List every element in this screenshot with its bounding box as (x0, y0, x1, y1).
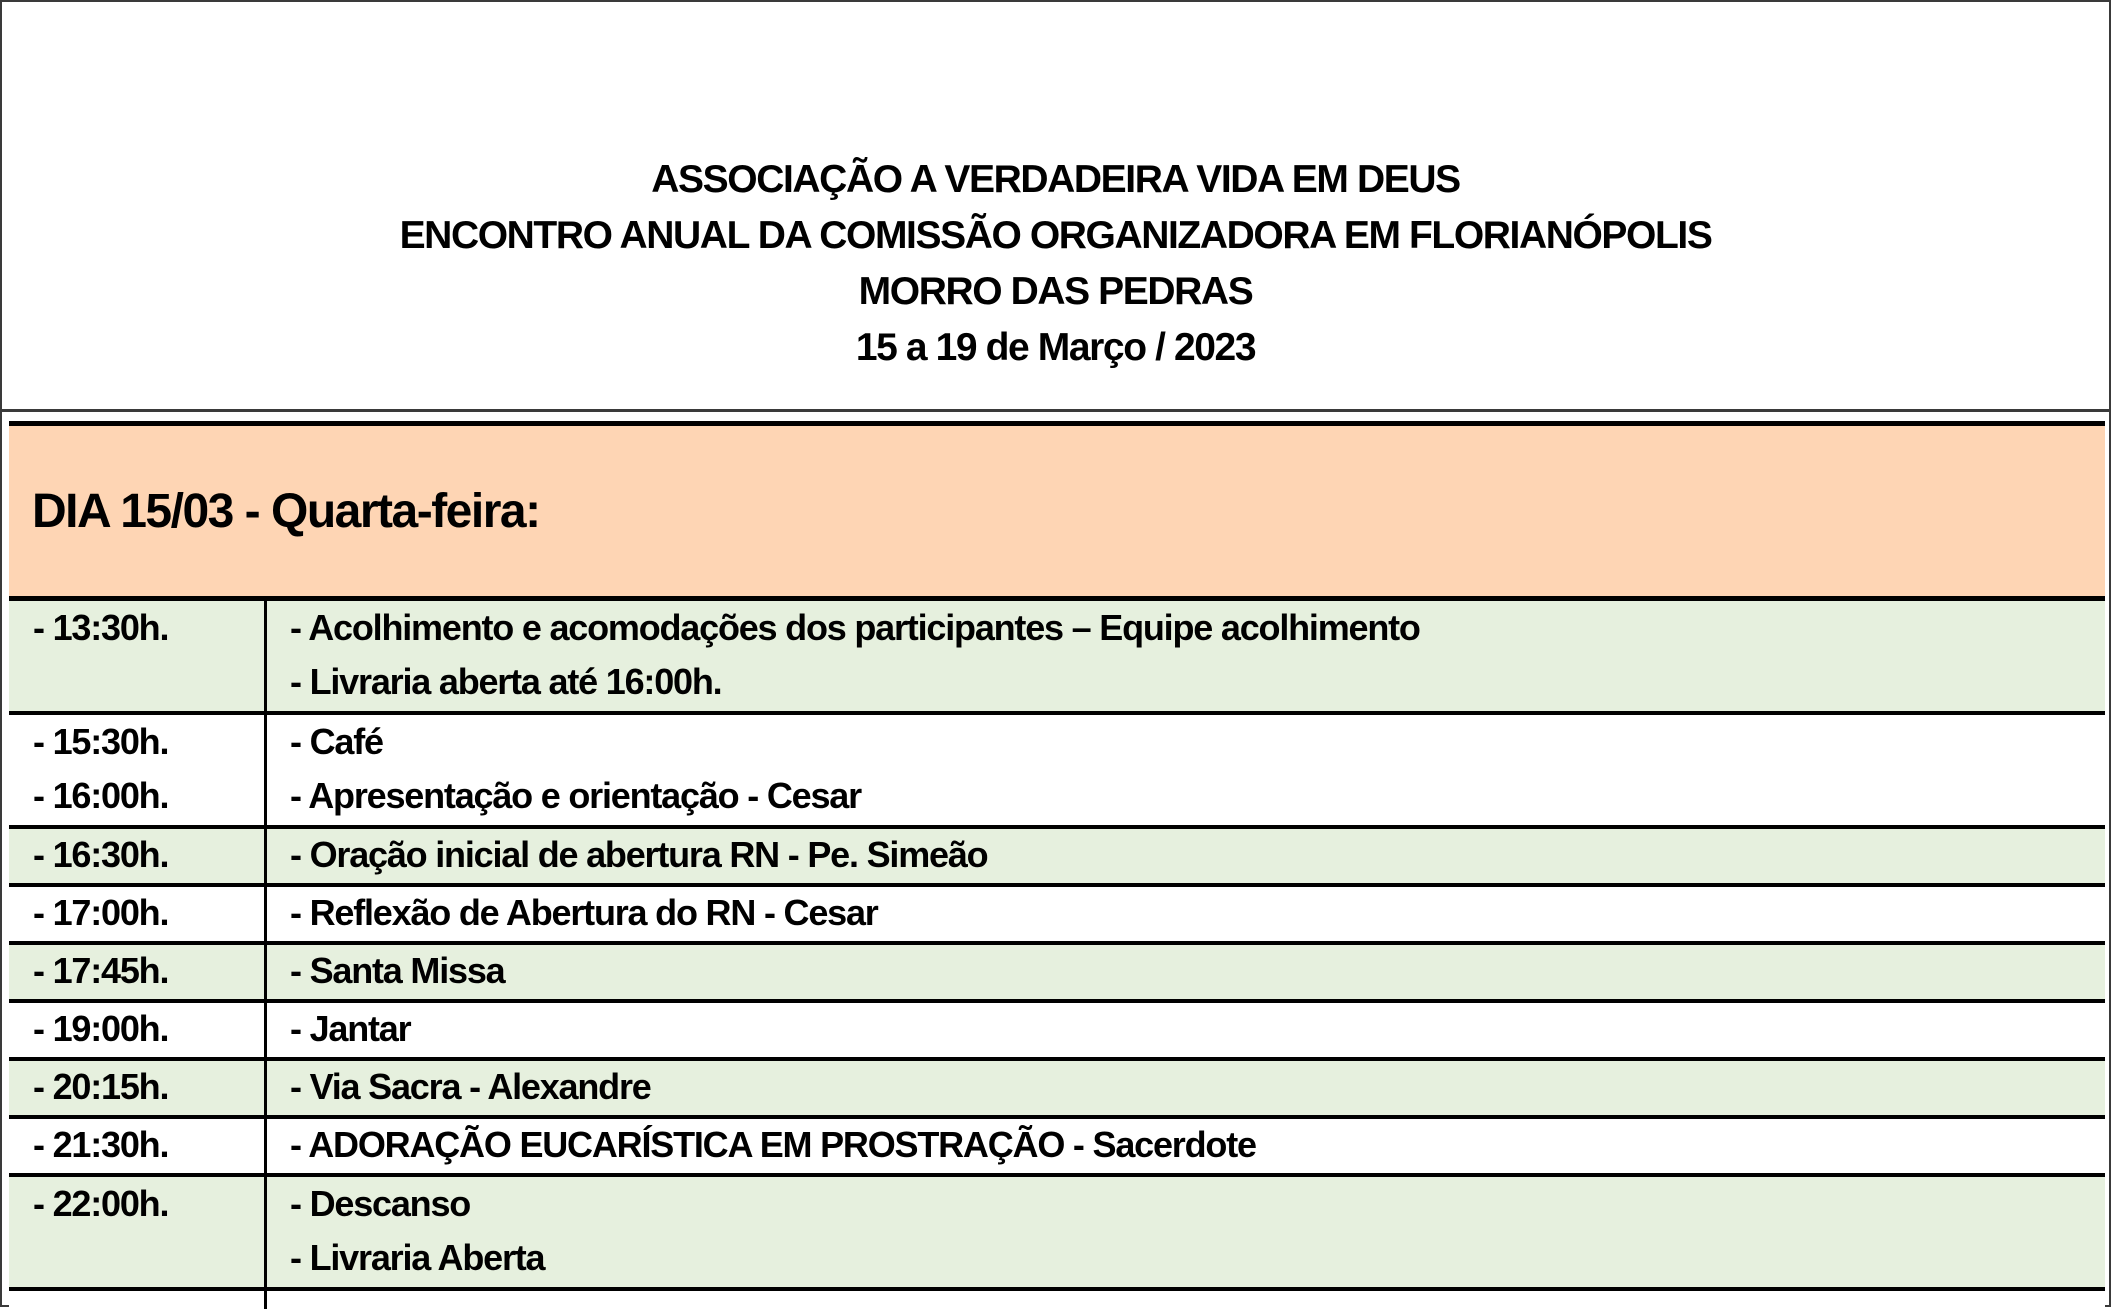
table-row (9, 887, 2105, 945)
time-cell (9, 715, 267, 825)
activity-cell (267, 887, 2105, 941)
time-cell (9, 887, 267, 941)
activity-text: - Livraria aberta até 16:00h. (290, 661, 722, 702)
event-dates: 15 a 19 de Março / 2023 (855, 326, 1256, 369)
activity-text: - Livraria Aberta (290, 1237, 545, 1278)
time-cell (9, 1003, 267, 1057)
activity-cell (267, 601, 2105, 711)
time-text: - 16:30h. (33, 834, 169, 875)
table-row (9, 601, 2105, 715)
activity-text: - Acolhimento e acomodações dos participantes – Equipe acolhimento (290, 607, 1420, 648)
time-text: - 16:00h. (33, 775, 169, 816)
time-cell (9, 1177, 267, 1287)
table-row (9, 1003, 2105, 1061)
activity-text: - Jantar (290, 1008, 411, 1049)
event-name: ENCONTRO ANUAL DA COMISSÃO ORGANIZADORA EM FLORIANÓPOLIS (399, 214, 1712, 257)
activity-text: - Café (290, 721, 383, 762)
table-row-empty (9, 1291, 2105, 1309)
activity-cell (267, 1003, 2105, 1057)
time-cell (9, 1291, 267, 1309)
activity-cell (267, 829, 2105, 883)
time-text: - 17:45h. (33, 950, 169, 991)
time-cell (9, 829, 267, 883)
time-text (33, 655, 264, 709)
activity-cell (267, 1291, 2105, 1309)
day-title: DIA 15/03 - Quarta-feira: (32, 485, 540, 538)
activity-text: - Descanso (290, 1183, 471, 1224)
time-text (33, 1231, 264, 1285)
activity-cell (267, 715, 2105, 825)
time-text: - 19:00h. (33, 1008, 169, 1049)
table-row (9, 715, 2105, 829)
title-block (0, 152, 2111, 376)
association-name: ASSOCIAÇÃO A VERDADEIRA VIDA EM DEUS (651, 158, 1460, 201)
time-text: - 17:00h. (33, 892, 169, 933)
activity-cell (267, 1177, 2105, 1287)
time-cell (9, 945, 267, 999)
activity-cell (267, 1119, 2105, 1173)
event-location: MORRO DAS PEDRAS (858, 270, 1253, 313)
time-cell (9, 601, 267, 711)
time-cell (9, 1061, 267, 1115)
document-header (0, 0, 2111, 412)
day-header (9, 421, 2105, 601)
activity-text: - Santa Missa (290, 950, 505, 991)
activity-text: - Oração inicial de abertura RN - Pe. Simeão (290, 834, 988, 875)
table-row (9, 945, 2105, 1003)
table-row (9, 1177, 2105, 1291)
time-cell (9, 1119, 267, 1173)
time-text: - 13:30h. (33, 607, 169, 648)
time-text: - 21:30h. (33, 1124, 169, 1165)
activity-cell (267, 945, 2105, 999)
activity-text: - Via Sacra - Alexandre (290, 1066, 651, 1107)
activity-text: - Reflexão de Abertura do RN - Cesar (290, 892, 878, 933)
activity-cell (267, 1061, 2105, 1115)
activity-text: - ADORAÇÃO EUCARÍSTICA EM PROSTRAÇÃO - Sacerdote (290, 1124, 1256, 1165)
table-row (9, 829, 2105, 887)
schedule-table (9, 421, 2105, 1309)
table-row (9, 1119, 2105, 1177)
time-text: - 20:15h. (33, 1066, 169, 1107)
table-row (9, 1061, 2105, 1119)
time-text: - 15:30h. (33, 721, 169, 762)
activity-text: - Apresentação e orientação - Cesar (290, 775, 861, 816)
time-text: - 22:00h. (33, 1183, 169, 1224)
